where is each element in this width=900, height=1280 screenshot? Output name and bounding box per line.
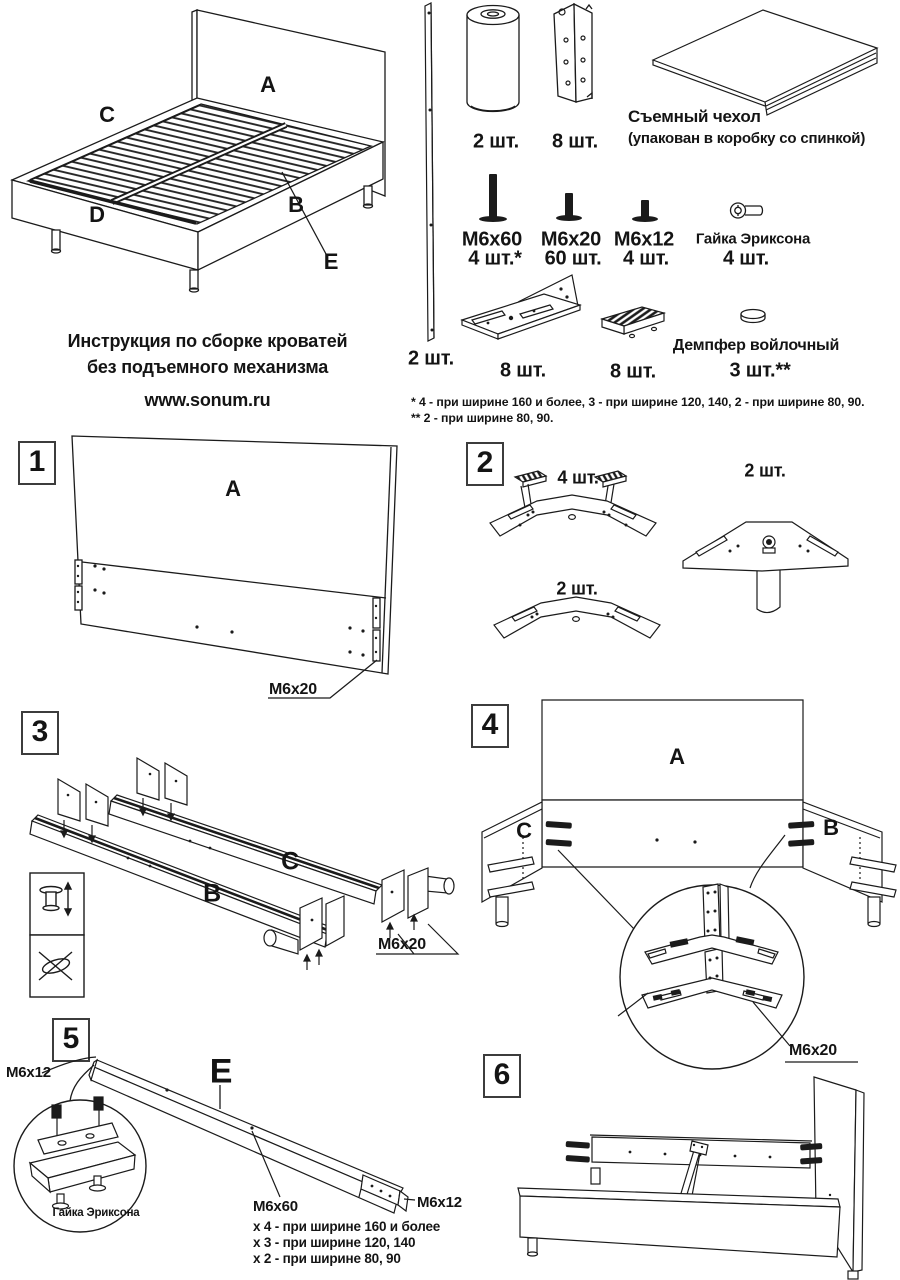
erikson-nut-name: Гайка Эриксона — [695, 230, 811, 248]
slat-part-icon — [403, 0, 461, 348]
step4-label-b: B — [823, 815, 839, 840]
felt-damper-part-icon — [736, 304, 776, 330]
overview-label-c: C — [99, 102, 115, 127]
page-title-line1: Инструкция по сборке кроватей — [67, 331, 348, 351]
overview-label-a: A — [260, 72, 276, 97]
bolt-m6x60-name: М6х60 — [461, 228, 523, 251]
leg-bracket-qty: 8 шт. — [500, 359, 546, 382]
website-url: www.sonum.ru — [144, 390, 271, 410]
step3-number: 3 — [21, 711, 59, 755]
step2-qty-right: 2 шт. — [744, 460, 786, 481]
overview-label-b: B — [288, 192, 304, 217]
step1-label-a: A — [225, 476, 241, 501]
step1-number: 1 — [18, 441, 56, 485]
footnote-1: * 4 - при ширине 160 и более, 3 - при ширине 120, 140, 2 - при ширине 80, 90. — [411, 395, 865, 409]
cover-note: (упакован в коробку со спинкой) — [628, 130, 866, 147]
step3-callout-m6x20: M6x20 — [378, 936, 426, 953]
cover-name: Съемный чехол — [628, 107, 761, 126]
step5-note-2: x 3 - при ширине 120, 140 — [253, 1235, 416, 1250]
step5-callout-m6x12-right: M6x12 — [417, 1194, 462, 1211]
step2-number: 2 — [466, 442, 504, 486]
step6-figure — [480, 1035, 900, 1280]
leg-part-icon — [464, 2, 526, 122]
bolt-m6x60-qty: 4 шт.* — [468, 247, 522, 270]
bolt-m6x12-name: М6х12 — [613, 228, 675, 251]
overview-label-d: D — [89, 202, 105, 227]
step1-figure — [55, 430, 405, 708]
slat-qty: 2 шт. — [408, 347, 454, 370]
step5-note-1: x 4 - при ширине 160 и более — [253, 1219, 441, 1234]
step5-callout-nut: Гайка Эриксона — [52, 1207, 140, 1219]
corner-bracket-qty: 8 шт. — [552, 130, 598, 153]
step3-label-b: B — [203, 879, 221, 908]
step5-note-3: x 2 - при ширине 80, 90 — [253, 1251, 401, 1266]
step3-label-c: C — [281, 847, 299, 876]
step2-qty-bottom: 2 шт. — [556, 578, 598, 599]
step1-callout-m6x20: M6x20 — [269, 681, 317, 698]
step5-label-e: E — [209, 1052, 233, 1091]
step4-label-c: C — [516, 818, 532, 843]
bolt-m6x20-qty: 60 шт. — [544, 247, 602, 270]
erikson-nut-qty: 4 шт. — [723, 247, 769, 270]
cover-part-icon — [645, 4, 885, 116]
corner-bracket-part-icon — [546, 0, 602, 116]
step4-callout-m6x20: M6x20 — [789, 1042, 837, 1059]
slat-holder-part-icon — [596, 302, 671, 348]
bolts-and-nut-icons — [455, 166, 815, 224]
footnote-2: ** 2 - при ширине 80, 90. — [411, 411, 554, 425]
step5-callout-m6x12-left: M6x12 — [6, 1064, 51, 1081]
slat-holder-qty: 8 шт. — [610, 360, 656, 383]
step2-qty-top: 4 шт. — [557, 467, 599, 488]
step4-number: 4 — [471, 704, 509, 748]
felt-damper-name: Демпфер войлочный — [672, 337, 840, 354]
page-title-line2: без подъемного механизма — [86, 357, 329, 377]
step4-label-a: A — [669, 744, 685, 769]
step5-callout-m6x60: M6x60 — [253, 1198, 298, 1215]
step6-number: 6 — [483, 1054, 521, 1098]
overview-label-e: E — [323, 249, 339, 274]
bed-overview-figure — [0, 0, 415, 300]
step3-figure — [10, 748, 465, 1006]
bolt-m6x12-qty: 4 шт. — [623, 247, 669, 270]
step5-number: 5 — [52, 1018, 90, 1062]
bolt-m6x20-name: М6х20 — [540, 228, 602, 251]
leg-qty: 2 шт. — [473, 130, 519, 153]
step2-figure — [462, 445, 882, 675]
leg-bracket-part-icon — [458, 272, 588, 352]
felt-damper-qty: 3 шт.** — [729, 359, 791, 382]
